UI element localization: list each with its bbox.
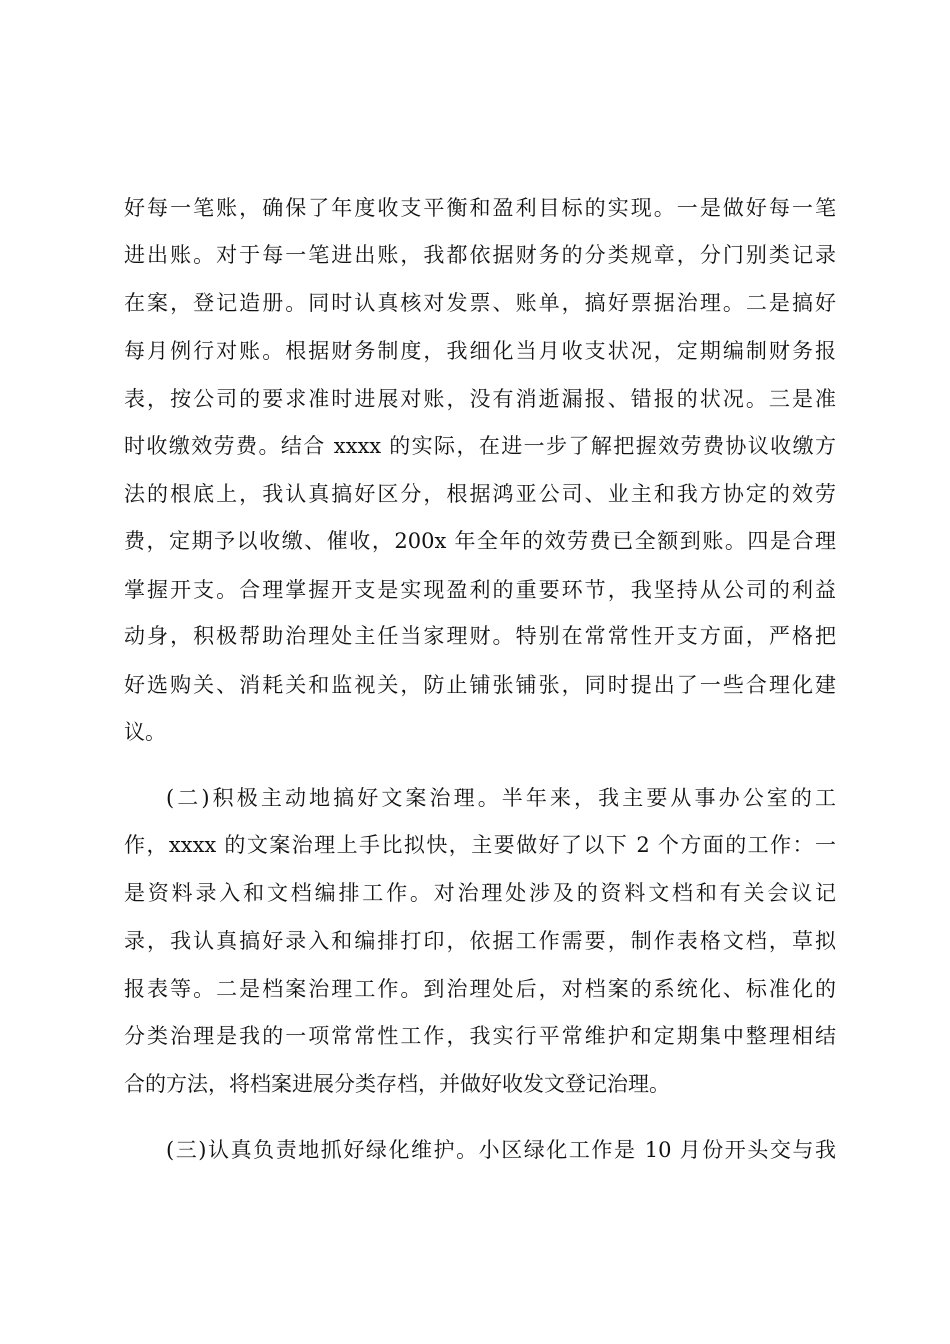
paragraph-1-line-4: 每月例行对账。根据财务制度，我细化当月收支状况，定期编制财务报 [124,339,836,363]
paragraph-2-line-6: 分类治理是我的一项常常性工作，我实行平常维护和定期集中整理相结 [124,1024,836,1048]
paragraph-1-line-2: 进出账。对于每一笔进出账，我都依据财务的分类规章，分门别类记录 [124,243,836,267]
paragraph-3-line-1: (三)认真负责地抓好绿化维护。小区绿化工作是 10 月份开头交与我 [166,1138,836,1162]
paragraph-1-line-12: 议。 [124,720,166,744]
paragraph-2-line-5: 报表等。二是档案治理工作。到治理处后，对档案的系统化、标准化的 [124,977,836,1001]
paragraph-1-line-6: 时收缴效劳费。结合 xxxx 的实际，在进一步了解把握效劳费协议收缴方 [124,434,836,458]
paragraph-1-line-10: 动身，积极帮助治理处主任当家理财。特别在常常性开支方面，严格把 [124,624,836,648]
paragraph-2-line-7: 合的方法，将档案进展分类存档，并做好收发文登记治理。 [124,1072,670,1096]
paragraph-1-line-9: 掌握开支。合理掌握开支是实现盈利的重要环节，我坚持从公司的利益 [124,578,836,602]
paragraph-1-line-11: 好选购关、消耗关和监视关，防止铺张铺张，同时提出了一些合理化建 [124,673,836,697]
paragraph-2-line-3: 是资料录入和文档编排工作。对治理处涉及的资料文档和有关会议记 [124,881,836,905]
paragraph-1-line-3: 在案，登记造册。同时认真核对发票、账单，搞好票据治理。二是搞好 [124,291,836,315]
paragraph-1-line-8: 费，定期予以收缴、催收，200x 年全年的效劳费已全额到账。四是合理 [124,529,836,553]
paragraph-1-line-1: 好每一笔账，确保了年度收支平衡和盈利目标的实现。一是做好每一笔 [124,196,836,220]
paragraph-2-line-1: (二)积极主动地搞好文案治理。半年来，我主要从事办公室的工 [166,786,836,810]
paragraph-2-line-2: 作，xxxx 的文案治理上手比拟快，主要做好了以下 2 个方面的工作：一 [124,833,836,857]
paragraph-1-line-5: 表，按公司的要求准时进展对账，没有消逝漏报、错报的状况。三是准 [124,387,836,411]
paragraph-2-line-4: 录，我认真搞好录入和编排打印，依据工作需要，制作表格文档，草拟 [124,929,836,953]
paragraph-1-line-7: 法的根底上，我认真搞好区分，根据鸿亚公司、业主和我方协定的效劳 [124,482,836,506]
